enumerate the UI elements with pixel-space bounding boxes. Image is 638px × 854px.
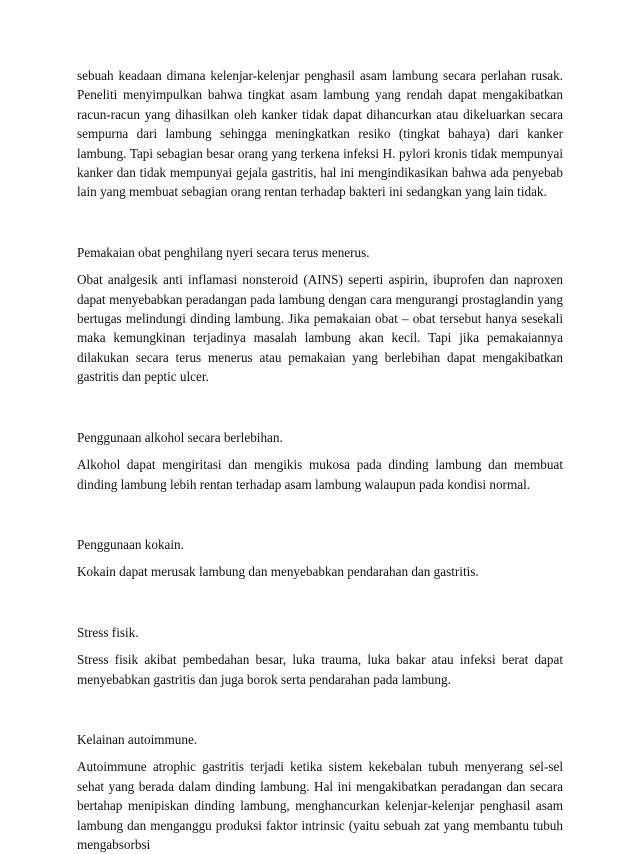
section-body-physical-stress: Stress fisik akibat pembedahan besar, luka trauma, luka bakar atau infeksi berat dapat menyebabkan gastritis dan juga borok serta pendarahan pada lambung.	[77, 652, 563, 687]
section-body-alcohol: Alkohol dapat mengiritasi dan mengikis mukosa pada dinding lambung dan membuat dinding lambung lebih rentan terhadap asam lambung walaupun pada kondisi normal.	[77, 457, 563, 492]
document-page	[77, 66, 563, 854]
intro-paragraph: sebuah keadaan dimana kelenjar-kelenjar penghasil asam lambung secara perlahan rusak. Peneliti menyimpulkan bahwa tingkat asam lambung yang rendah dapat mengakibatkan racun-racun yang dihasilkan oleh kanker tidak dapat dihancurkan atau dikeluarkan secara sempurna dari lambung sehingga meningkatkan resiko (tingkat bahaya) dari kanker lambung. Tapi sebagian besar orang yang terkena infeksi H. pylori kronis tidak mempunyai kanker dan tidak mempunyai gejala gastritis, hal ini mengindikasikan bahwa ada penyebab lain yang membuat sebagian orang rentan terhadap bakteri ini sedangkan yang lain tidak.	[77, 68, 563, 200]
section-heading-pain-medication: Pemakaian obat penghilang nyeri secara terus menerus.	[77, 244, 370, 260]
section-body-autoimmune: Autoimmune atrophic gastritis terjadi ketika sistem kekebalan tubuh menyerang sel-sel sehat yang berada dalam dinding lambung. Hal ini mengakibatkan peradangan dan secara bertahap menipiskan dinding lambung, menghancurkan kelenjar-kelenjar penghasil asam lambung dan menganggu produksi faktor intrinsic (yaitu sebuah zat yang membantu tubuh mengabsorbsi	[77, 759, 563, 852]
section-heading-cocaine: Penggunaan kokain.	[77, 536, 184, 552]
section-heading-autoimmune: Kelainan autoimmune.	[77, 731, 198, 747]
section-heading-alcohol: Penggunaan alkohol secara berlebihan.	[77, 429, 283, 445]
section-body-pain-medication: Obat analgesik anti inflamasi nonsteroid (AINS) seperti aspirin, ibuprofen dan naproxen dapat menyebabkan peradangan pada lambung dengan cara mengurangi prostaglandin yang bertugas melindungi dinding lambung. Jika pemakaian obat – obat tersebut hanya sesekali maka kemungkinan terjadinya masalah lambung akan kecil. Tapi jika pemakaiannya dilakukan secara terus menerus atau pemakaian yang berlebihan dapat mengakibatkan gastritis dan peptic ulcer.	[77, 272, 563, 385]
section-body-cocaine: Kokain dapat merusak lambung dan menyebabkan pendarahan dan gastritis.	[77, 564, 479, 580]
section-heading-physical-stress: Stress fisik.	[77, 624, 139, 640]
